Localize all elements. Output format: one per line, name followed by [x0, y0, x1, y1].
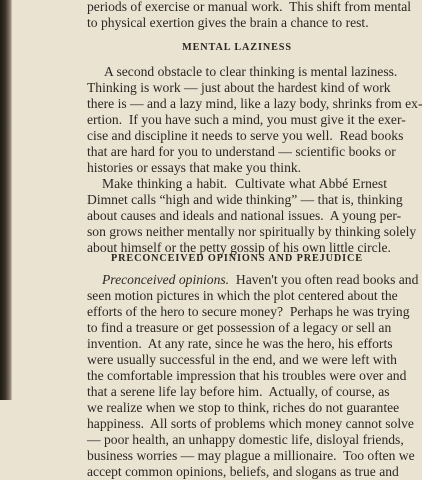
body-text-line: happiness. All sorts of problems which money cannot solve	[87, 416, 414, 431]
italic-lead-phrase: Preconceived opinions.	[102, 272, 230, 287]
section-heading-preconceived-opinions: PRECONCEIVED OPINIONS AND PREJUDICE	[111, 253, 363, 264]
body-text-line: that are hard for you to understand — scientific books or	[87, 144, 396, 159]
body-text-line: to find a treasure or get possession of a legacy or sell an	[87, 320, 392, 335]
section-heading-mental-laziness: MENTAL LAZINESS	[182, 42, 292, 53]
body-text-line: A second obstacle to clear thinking is mental laziness.	[104, 64, 398, 79]
body-text-line: — poor health, an unhappy domestic life, disloyal friends,	[87, 432, 404, 447]
body-text-line: there is — and a lazy mind, like a lazy body, shrinks from ex-	[87, 96, 422, 111]
body-text-line: Thinking is work — just about the hardest kind of work	[87, 80, 391, 95]
lead-line-rest: Haven't you often read books and	[229, 272, 419, 287]
body-text-line: cise and discipline it needs to serve you well. Read books	[87, 128, 404, 143]
body-text-line: Make thinking a habit. Cultivate what Abbé Ernest	[102, 176, 387, 191]
body-text-line: Dimnet calls “high and wide thinking” — that is, thinking	[87, 192, 403, 207]
body-text-line: ertion. If you have such a mind, you must give it the exer-	[87, 112, 406, 127]
body-text-line: we realize when we stop to think, riches do not guarantee	[87, 400, 400, 415]
body-text-line: efforts of the hero to secure money? Perhaps he was trying	[87, 304, 410, 319]
body-text-line: about himself or the petty gossip of his own little circle.	[87, 240, 391, 255]
body-text-line	[102, 272, 419, 288]
body-text-line: that a serene life lay before him. Actually, of course, as	[87, 384, 390, 399]
body-text-line: seen motion pictures in which the plot centered about the	[87, 288, 398, 303]
body-text-line: histories or essays that make you think.	[87, 160, 302, 175]
body-text-line: to physical exertion gives the brain a chance to rest.	[87, 15, 369, 30]
body-text-line: periods of exercise or manual work. This shift from mental	[87, 0, 412, 14]
body-text-line: about causes and ideals and national issues. A young per-	[87, 208, 402, 223]
body-text-line: business worries — may plague a millionaire. Too often we	[87, 448, 415, 463]
body-text-line: invention. At any rate, since he was the hero, his efforts	[87, 336, 393, 351]
body-text-line: son grows neither mentally nor spiritually by thinking solely	[87, 224, 417, 239]
body-text-line: the comfortable impression that his troubles were over and	[87, 368, 407, 383]
body-text-line: were usually successful in the end, and we were left with	[87, 352, 397, 367]
body-text-line: accept common opinions, beliefs, and slogans as true and	[87, 464, 399, 479]
